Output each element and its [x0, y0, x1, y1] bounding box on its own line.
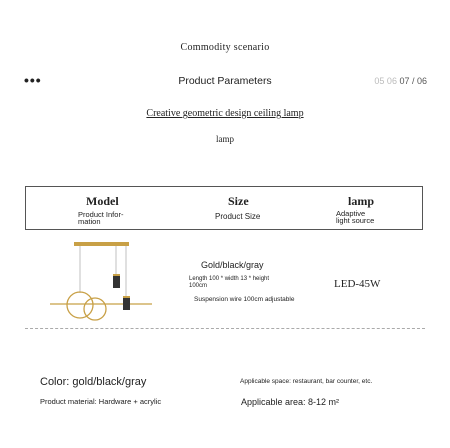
product-suspension: Suspension wire 100cm adjustable	[194, 296, 295, 303]
spec-sub-lamp: Adaptive light source	[336, 209, 375, 225]
spec-sub-model: Product Infor-mation	[78, 210, 124, 226]
page-title: Product Parameters	[178, 75, 272, 87]
divider	[25, 328, 425, 329]
spec-sub-size: Product Size	[215, 212, 261, 221]
spec-heading-size: Size	[228, 194, 249, 208]
product-headline: Creative geometric design ceiling lamp	[146, 108, 304, 119]
pager	[374, 76, 427, 86]
pendant-lamp-icon	[44, 238, 156, 324]
scenario-label: Commodity scenario	[180, 42, 270, 53]
more-dots-icon[interactable]: •••	[24, 72, 42, 88]
pager-current: 07 / 06	[399, 76, 427, 86]
product-sublabel: lamp	[216, 134, 234, 144]
spec-table	[25, 186, 423, 230]
product-dimensions: Length 100 * width 13 * height 100cm	[189, 276, 270, 289]
footer-area: Applicable area: 8-12 m²	[241, 397, 340, 407]
pager-inactive: 05 06	[374, 76, 397, 86]
footer-material: Product material: Hardware + acrylic	[40, 397, 162, 406]
spec-heading-model: Model	[86, 194, 119, 208]
footer-color: Color: gold/black/gray	[40, 376, 147, 388]
light-source-value: LED-45W	[334, 278, 381, 290]
spec-heading-lamp: lamp	[348, 194, 375, 208]
footer-space: Applicable space: restaurant, bar counter, etc.	[240, 378, 373, 385]
product-colors: Gold/black/gray	[201, 260, 264, 270]
